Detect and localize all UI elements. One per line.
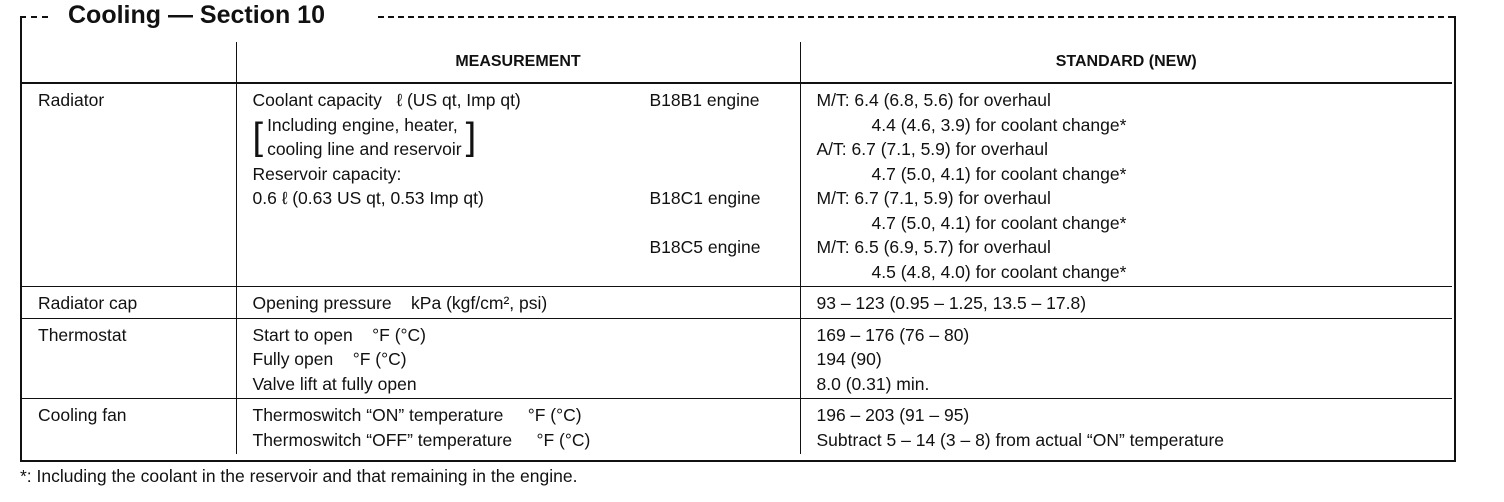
standard-text: 8.0 (0.31) min.: [816, 373, 930, 394]
bracket-note: [253, 113, 800, 162]
measurement-text: Fully open °F (°C): [252, 349, 407, 369]
table-row: [22, 83, 1452, 287]
header-item: [22, 42, 236, 83]
standard-text: 93 – 123 (0.95 – 1.25, 13.5 – 17.8): [816, 293, 1087, 313]
measurement-text: Coolant capacity ℓ (US qt, Imp qt): [252, 90, 521, 110]
measurement-text: Reservoir capacity:: [252, 163, 402, 184]
footnote: *: Including the coolant in the reservoir and that remaining in the engine.: [20, 466, 578, 486]
spec-table: [22, 42, 1452, 454]
row-item: Radiator: [22, 83, 236, 287]
table-row: [22, 318, 1452, 399]
left-bracket: [: [252, 115, 264, 158]
measurement-text: Thermoswitch “ON” temperature °F (°C): [252, 405, 582, 425]
row-standard: [800, 287, 1452, 319]
standard-text: 4.5 (4.8, 4.0) for coolant change*: [871, 261, 1127, 282]
measurement-text: 0.6 ℓ (0.63 US qt, 0.53 Imp qt): [252, 188, 484, 208]
measurement-text: Start to open °F (°C): [252, 324, 426, 345]
standard-text: 4.7 (5.0, 4.1) for coolant change*: [871, 212, 1127, 233]
table-row: [22, 399, 1452, 455]
row-measurement: [236, 318, 800, 399]
standard-text: M/T: 6.5 (6.9, 5.7) for overhaul: [816, 237, 1051, 257]
header-row: [22, 42, 1452, 83]
measurement-text: Valve lift at fully open: [252, 373, 417, 394]
standard-text: 169 – 176 (76 – 80): [816, 324, 970, 345]
title-rule-left: [20, 16, 48, 18]
standard-text: 4.4 (4.6, 3.9) for coolant change*: [871, 114, 1127, 135]
engine-label: B18C5 engine: [649, 237, 761, 257]
row-standard: [800, 83, 1452, 287]
right-bracket: ]: [465, 115, 477, 158]
title-rule-right: [378, 16, 1454, 18]
standard-text: M/T: 6.4 (6.8, 5.6) for overhaul: [816, 90, 1051, 110]
measurement-text: Including engine, heater,: [267, 114, 458, 135]
engine-label: B18B1 engine: [649, 90, 760, 110]
table-row: [22, 287, 1452, 319]
header-standard: STANDARD (NEW): [800, 42, 1452, 83]
standard-text: 4.7 (5.0, 4.1) for coolant change*: [871, 163, 1127, 184]
row-standard: [800, 399, 1452, 455]
section-title: Cooling — Section 10: [62, 0, 331, 30]
row-item: Thermostat: [22, 318, 236, 399]
row-measurement: [236, 399, 800, 455]
measurement-text: Opening pressure kPa (kgf/cm², psi): [252, 293, 548, 313]
row-measurement: [236, 287, 800, 319]
standard-text: M/T: 6.7 (7.1, 5.9) for overhaul: [816, 188, 1051, 208]
standard-text: A/T: 6.7 (7.1, 5.9) for overhaul: [816, 139, 1049, 159]
standard-text: 194 (90): [816, 349, 882, 369]
row-item: Radiator cap: [22, 287, 236, 319]
standard-text: 196 – 203 (91 – 95): [816, 405, 970, 425]
measurement-text: cooling line and reservoir: [267, 139, 462, 159]
measurement-text: Thermoswitch “OFF” temperature °F (°C): [252, 429, 591, 450]
row-standard: [800, 318, 1452, 399]
row-measurement: [236, 83, 800, 287]
header-measurement: MEASUREMENT: [236, 42, 800, 83]
engine-label: B18C1 engine: [649, 188, 761, 208]
row-item: Cooling fan: [38, 405, 127, 425]
standard-text: Subtract 5 – 14 (3 – 8) from actual “ON” temperature: [816, 429, 1225, 450]
